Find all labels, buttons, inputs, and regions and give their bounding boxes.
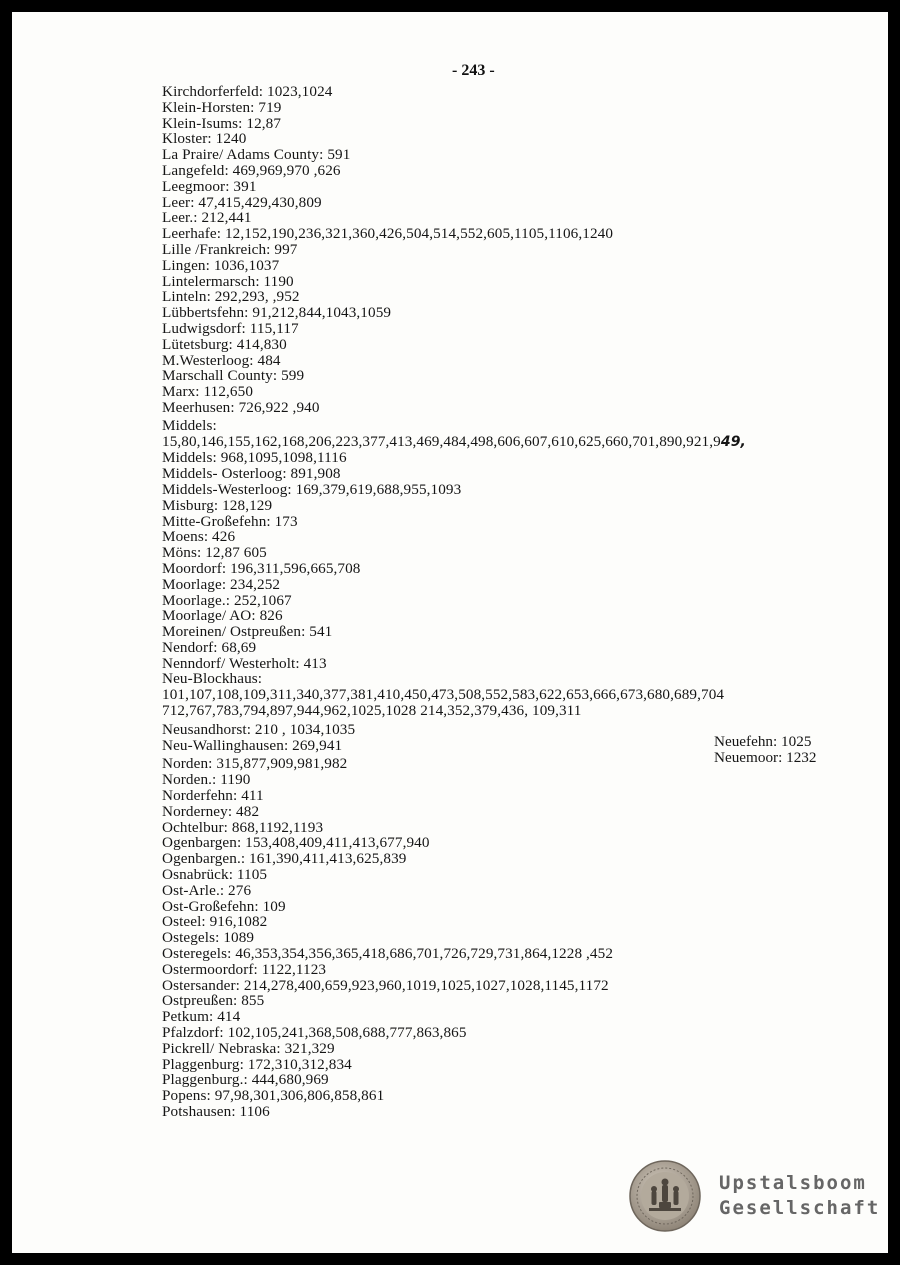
index-entry: Potshausen: 1106: [162, 1103, 270, 1120]
index-entry: Nenndorf/ Westerholt: 413: [162, 654, 327, 672]
index-entry: Marschall County: 599: [162, 367, 305, 385]
index-entry: Middels- Osterloog: 891,908: [162, 465, 341, 483]
upstalsboom-logo: [629, 1160, 880, 1232]
place-index-list: [162, 84, 862, 1120]
index-entry: Ostegels: 1089: [162, 929, 255, 947]
index-entry: Ostermoordorf: 1122,1123: [162, 960, 327, 978]
seal-icon: [629, 1160, 701, 1232]
index-entry: Middels: 968,1095,1098,1116: [162, 449, 347, 467]
brand-line-2: Gesellschaft: [719, 1197, 881, 1219]
index-entry: Lintelermarsch: 1190: [162, 272, 294, 290]
index-entry: Marx: 112,650: [162, 383, 254, 401]
index-entry: Mitte-Großefehn: 173: [162, 512, 298, 530]
document-page: [12, 12, 888, 1253]
index-entry: Pickrell/ Nebraska: 321,329: [162, 1039, 335, 1057]
index-entry: Leer: 47,415,429,430,809: [162, 193, 322, 211]
index-entry: Neu-Wallinghausen: 269,941: [162, 736, 343, 754]
index-entry: La Praire/ Adams County: 591: [162, 146, 351, 164]
index-entry: Klein-Isums: 12,87: [162, 114, 282, 132]
handwritten-note: 49,: [720, 433, 746, 450]
index-entry: Neuemoor: 1232: [714, 748, 817, 766]
index-entry: Kirchdorferfeld: 1023,1024: [162, 83, 333, 100]
index-entry: Neuefehn: 1025: [714, 733, 812, 750]
index-entry: M.Westerloog: 484: [162, 351, 281, 369]
index-entry: Osteregels: 46,353,354,356,365,418,686,701,726,729,731,864,1228 ,452: [162, 945, 614, 963]
index-entry: Ost-Arle.: 276: [162, 881, 252, 899]
index-entry: Ochtelbur: 868,1192,1193: [162, 818, 324, 836]
index-entry: Ludwigsdorf: 115,117: [162, 319, 299, 337]
index-entry: Neusandhorst: 210 , 1034,1035: [162, 720, 356, 738]
index-entry: Moorlage: 234,252: [162, 575, 281, 593]
index-entry: Lütetsburg: 414,830: [162, 335, 287, 353]
index-entry: Moorlage/ AO: 826: [162, 607, 283, 625]
index-entry: Leegmoor: 391: [162, 177, 257, 195]
index-entry: Misburg: 128,129: [162, 496, 273, 514]
index-entry: Moorlage.: 252,1067: [162, 591, 292, 609]
index-numbers: 15,80,146,155,162,168,206,223,377,413,469,484,498,606,607,610,625,660,701,890,921,9: [162, 432, 721, 450]
index-entry: Osnabrück: 1105: [162, 866, 268, 884]
index-entry: Ogenbargen: 153,408,409,411,413,677,940: [162, 834, 430, 852]
index-entry: Popens: 97,98,301,306,806,858,861: [162, 1087, 385, 1105]
index-entry: Norderney: 482: [162, 802, 260, 820]
index-entry: Lübbertsfehn: 91,212,844,1043,1059: [162, 304, 392, 322]
index-entry: Moens: 426: [162, 528, 236, 546]
index-entry: Petkum: 414: [162, 1008, 241, 1026]
page-number: - 243 -: [452, 62, 495, 79]
index-entry: Leer.: 212,441: [162, 209, 252, 227]
index-entry: Neu-Blockhaus:: [162, 670, 263, 688]
index-entry: Middels:: [162, 416, 217, 434]
index-entry: Ostpreußen: 855: [162, 992, 265, 1010]
right-column-list: [714, 734, 817, 766]
index-entry: Meerhusen: 726,922 ,940: [162, 398, 320, 416]
index-entry-continuation: [162, 434, 862, 451]
index-entry: Moordorf: 196,311,596,665,708: [162, 559, 361, 577]
index-entry: Nendorf: 68,69: [162, 638, 257, 656]
index-entry: Linteln: 292,293, ,952: [162, 288, 300, 306]
index-entry-continuation: 712,767,783,794,897,944,962,1025,1028 214,352,379,436, 109,311: [162, 702, 582, 720]
index-entry-continuation: 101,107,108,109,311,340,377,381,410,450,473,508,552,583,622,653,666,673,680,689,704: [162, 686, 725, 704]
index-entry: Osteel: 916,1082: [162, 913, 268, 931]
index-entry: Plaggenburg.: 444,680,969: [162, 1071, 329, 1089]
index-entry: Ostersander: 214,278,400,659,923,960,1019,1025,1027,1028,1145,1172: [162, 976, 609, 994]
index-entry: Moreinen/ Ostpreußen: 541: [162, 623, 333, 641]
index-entry: Ost-Großefehn: 109: [162, 897, 286, 915]
index-entry: Norden.: 1190: [162, 771, 251, 789]
index-entry: Middels-Westerloog: 169,379,619,688,955,1093: [162, 480, 462, 498]
index-entry: Plaggenburg: 172,310,312,834: [162, 1055, 352, 1073]
index-entry: Leerhafe: 12,152,190,236,321,360,426,504,514,552,605,1105,1106,1240: [162, 225, 614, 243]
index-entry: Möns: 12,87 605: [162, 544, 267, 562]
index-entry: Klein-Horsten: 719: [162, 98, 282, 116]
index-entry: Norden: 315,877,909,981,982: [162, 755, 348, 773]
index-entry: Lille /Frankreich: 997: [162, 240, 298, 258]
index-entry: Norderfehn: 411: [162, 787, 264, 805]
index-entry: Kloster: 1240: [162, 130, 247, 148]
index-entry: Langefeld: 469,969,970 ,626: [162, 161, 341, 179]
index-entry: Ogenbargen.: 161,390,411,413,625,839: [162, 850, 407, 868]
index-entry: Pfalzdorf: 102,105,241,368,508,688,777,863,865: [162, 1024, 467, 1042]
index-entry: Lingen: 1036,1037: [162, 256, 280, 274]
brand-line-1: Upstalsboom: [719, 1172, 867, 1194]
brand-name: [719, 1171, 880, 1221]
